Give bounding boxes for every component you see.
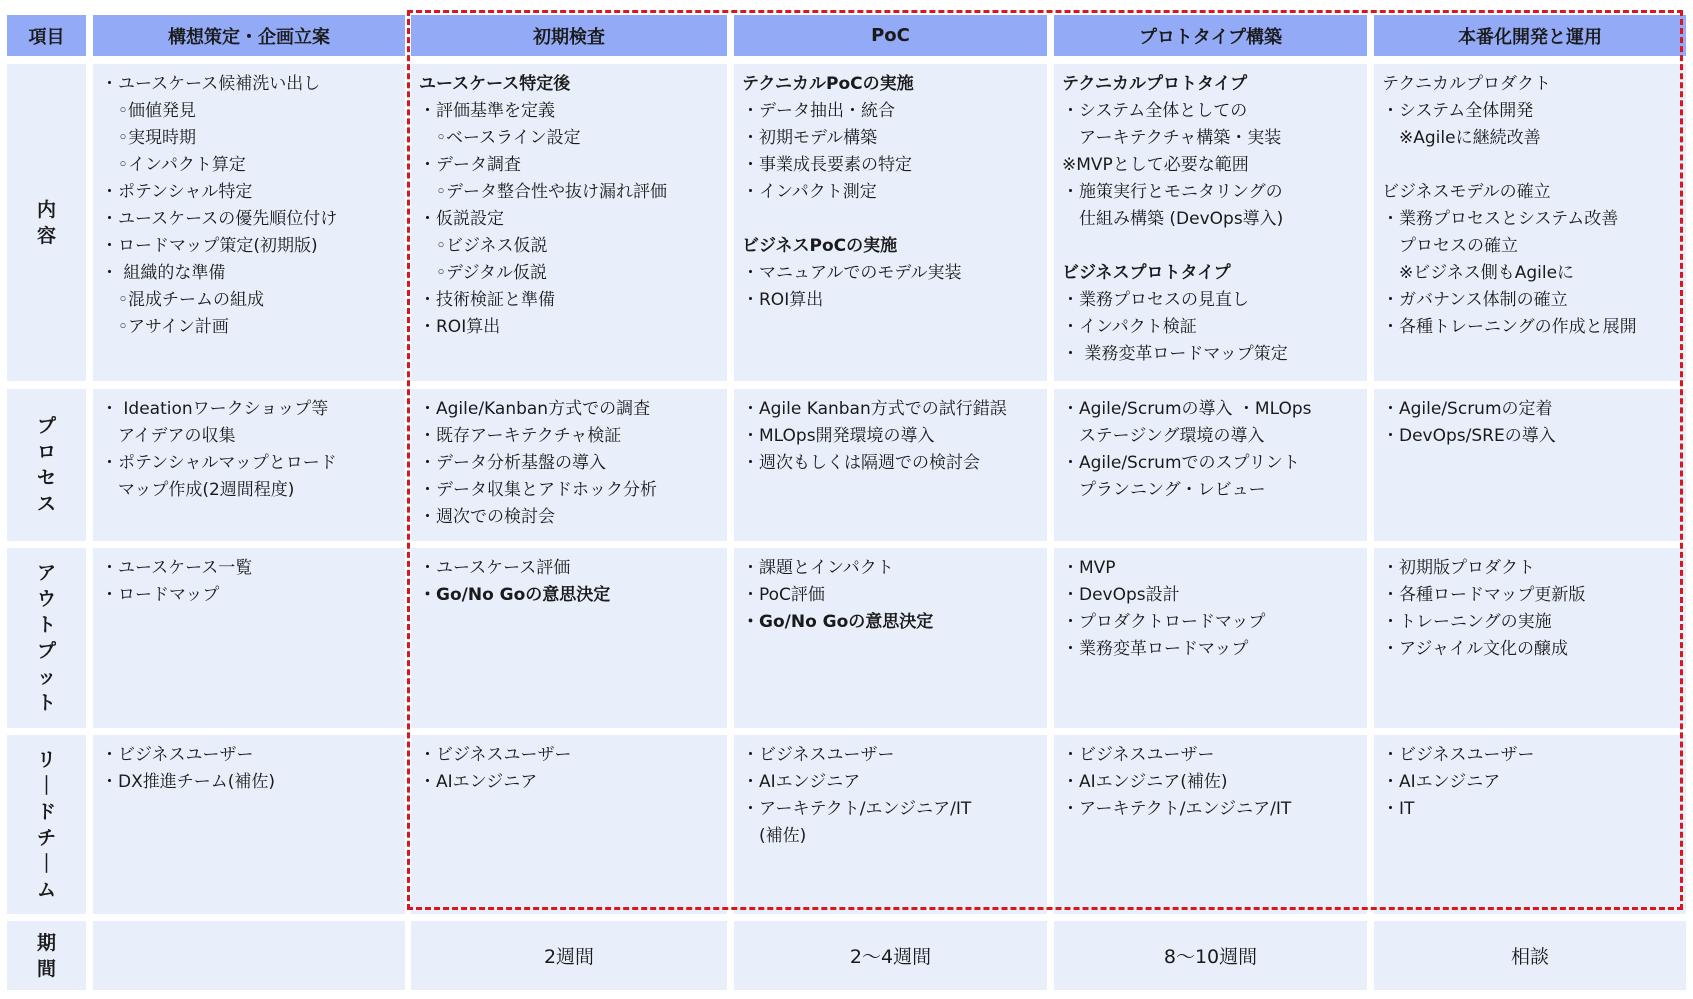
- cell-line: ・DX推進チーム(補佐): [101, 772, 276, 792]
- cell-output-2: [411, 548, 727, 728]
- header-label: 項目: [28, 26, 65, 48]
- row-label-char: セ: [36, 467, 56, 489]
- cell-line: ・データ抽出・統合: [742, 101, 895, 121]
- cell-line: ・ポテンシャル特定: [101, 182, 253, 202]
- cell-line: ・MLOps開発環境の導入: [742, 426, 935, 446]
- cell-line: ・インパクト検証: [1062, 317, 1197, 337]
- row-label-char: プ: [36, 640, 56, 662]
- cell-line: ・AIエンジニア: [1382, 772, 1501, 792]
- cell-process-3: [734, 389, 1047, 541]
- cell-line: ・ユースケースの優先順位付け: [101, 209, 338, 229]
- cell-line: ・システム全体としての: [1062, 101, 1248, 121]
- duration-value: 2週間: [543, 946, 595, 968]
- cell-line: ・トレーニングの実施: [1382, 612, 1552, 632]
- cell-content-3: [734, 64, 1047, 381]
- cell-line: ・IT: [1382, 799, 1415, 819]
- cell-content-4: [1054, 64, 1367, 381]
- duration-value: 8〜10週間: [1163, 946, 1258, 968]
- cell-line: ・Go/No Goの意思決定: [419, 585, 611, 605]
- cell-line: ・Agile Kanban方式での試行錯誤: [742, 399, 1007, 419]
- cell-content-5: [1374, 64, 1686, 381]
- cell-process-5: [1374, 389, 1686, 541]
- cell-line: ・アーキテクト/エンジニア/IT: [1062, 799, 1292, 819]
- cell-line: ・業務変革ロードマップ: [1062, 639, 1249, 659]
- cell-line: ・マニュアルでのモデル実装: [742, 263, 962, 283]
- cell-output-5: [1374, 548, 1686, 728]
- cell-line: ・ 組織的な準備: [101, 263, 226, 283]
- cell-line: ◦アサイン計画: [101, 317, 229, 337]
- duration-value: 相談: [1510, 946, 1549, 968]
- cell-line: ・データ収集とアドホック分析: [419, 480, 657, 500]
- row-label-char: 間: [36, 957, 56, 980]
- duration-cell-3: [734, 921, 1047, 990]
- row-label-char: ト: [36, 692, 56, 714]
- duration-cell-2: [411, 921, 727, 990]
- cell-line: ・ビジネスユーザー: [419, 745, 572, 765]
- cell-line: ステージング環境の導入: [1062, 426, 1265, 446]
- cell-line: ・DevOps/SREの導入: [1382, 426, 1556, 446]
- cell-team-4: [1054, 735, 1367, 914]
- cell-line: ・ビジネスユーザー: [1062, 745, 1215, 765]
- row-label-char: ス: [36, 493, 56, 515]
- cell-line: ・週次での検討会: [419, 507, 555, 527]
- row-label-char: 期: [36, 931, 56, 954]
- row-label-duration: [7, 921, 86, 990]
- cell-line: ・MVP: [1062, 558, 1116, 578]
- cell-line: ・DevOps設計: [1062, 585, 1180, 605]
- cell-content-1: [93, 64, 405, 381]
- cell-line: ・データ分析基盤の導入: [419, 453, 606, 473]
- row-label-team: [7, 735, 86, 914]
- cell-line: ・ユースケース評価: [419, 558, 571, 578]
- cell-line: ・Agile/Scrumの定着: [1382, 399, 1553, 419]
- cell-line: ・週次もしくは隔週での検討会: [742, 453, 980, 473]
- cell-line: ・ロードマップ策定(初期版): [101, 236, 318, 256]
- cell-line: ・ビジネスユーザー: [101, 745, 254, 765]
- row-label-char: ム: [36, 878, 56, 901]
- cell-line: ◦インパクト算定: [101, 155, 246, 175]
- cell-line: ・AIエンジニア(補佐): [1062, 772, 1228, 792]
- cell-line: テクニカルプロトタイプ: [1062, 74, 1248, 94]
- cell-process-2: [411, 389, 727, 541]
- cell-line: ・Agile/Scrumの導入 ・MLOps: [1062, 399, 1312, 419]
- row-label-char: リ: [36, 748, 56, 771]
- cell-line: ・施策実行とモニタリングの: [1062, 182, 1283, 202]
- cell-line: ・Agile/Scrumでのスプリント: [1062, 453, 1300, 473]
- duration-cell-1: [93, 921, 405, 990]
- row-label-char: ト: [36, 614, 56, 636]
- cell-line: ・Go/No Goの意思決定: [742, 612, 934, 632]
- cell-output-4: [1054, 548, 1367, 728]
- cell-line: プロセスの確立: [1382, 236, 1518, 256]
- cell-line: (補佐): [742, 826, 807, 846]
- cell-process-4: [1054, 389, 1367, 541]
- cell-line: ※MVPとして必要な範囲: [1062, 155, 1249, 175]
- cell-line: ・アジャイル文化の醸成: [1382, 639, 1568, 659]
- cell-line: ・データ調査: [419, 155, 521, 175]
- row-label-char: プ: [36, 415, 56, 437]
- row-label-char: ｜: [36, 774, 56, 797]
- cell-line: アイデアの収集: [101, 426, 236, 446]
- cell-line: ・業務プロセスの見直し: [1062, 290, 1249, 310]
- duration-cell-4: [1054, 921, 1367, 990]
- cell-line: ・初期版プロダクト: [1382, 558, 1535, 578]
- cell-line: ・ガバナンス体制の確立: [1382, 290, 1568, 310]
- cell-team-1: [93, 735, 405, 914]
- duration-value: 2〜4週間: [849, 946, 932, 968]
- cell-line: ・ロードマップ: [101, 585, 220, 605]
- cell-line: ユースケース特定後: [419, 74, 571, 94]
- row-label-char: ロ: [36, 441, 56, 463]
- cell-line: [1062, 233, 1359, 260]
- cell-line: ・AIエンジニア: [419, 772, 538, 792]
- cell-line: ・ユースケース一覧: [101, 558, 253, 578]
- cell-line: ◦混成チームの組成: [101, 290, 265, 310]
- cell-line: [1382, 152, 1678, 179]
- cell-team-2: [411, 735, 727, 914]
- cell-line: 仕組み構築 (DevOps導入): [1062, 209, 1284, 229]
- cell-line: ・ユースケース候補洗い出し: [101, 74, 321, 94]
- cell-line: ・システム全体開発: [1382, 101, 1534, 121]
- row-label-char: ｜: [36, 852, 56, 875]
- cell-line: ・初期モデル構築: [742, 128, 878, 148]
- cell-line: テクニカルPoCの実施: [742, 74, 914, 94]
- cell-line: ◦ビジネス仮説: [419, 236, 548, 256]
- cell-line: ◦ベースライン設定: [419, 128, 581, 148]
- cell-line: ・ROI算出: [742, 290, 824, 310]
- cell-line: プランニング・レビュー: [1062, 480, 1266, 500]
- cell-process-1: [93, 389, 405, 541]
- row-label-char: ア: [36, 562, 56, 584]
- cell-line: ・ビジネスユーザー: [742, 745, 895, 765]
- cell-line: ・ポテンシャルマップとロード: [101, 453, 337, 473]
- cell-line: ・ROI算出: [419, 317, 501, 337]
- cell-line: ・ビジネスユーザー: [1382, 745, 1535, 765]
- cell-line: [742, 206, 1039, 233]
- cell-line: ・課題とインパクト: [742, 558, 894, 578]
- cell-line: アーキテクチャ構築・実装: [1062, 128, 1282, 148]
- cell-line: ◦実現時期: [101, 128, 197, 148]
- header-3: [734, 15, 1047, 56]
- header-label: プロトタイプ構築: [1138, 26, 1283, 48]
- cell-line: ・Agile/Kanban方式での調査: [419, 399, 651, 419]
- cell-line: ・プロダクトロードマップ: [1062, 612, 1266, 632]
- row-label-char: ウ: [36, 588, 56, 610]
- row-label-char: ッ: [36, 666, 56, 688]
- cell-output-3: [734, 548, 1047, 728]
- cell-line: ・各種トレーニングの作成と展開: [1382, 317, 1637, 337]
- cell-line: ・仮説設定: [419, 209, 504, 229]
- row-label-output: [7, 548, 86, 728]
- header-label: PoC: [871, 25, 910, 46]
- cell-line: ・AIエンジニア: [742, 772, 861, 792]
- cell-line: ◦デジタル仮説: [419, 263, 548, 283]
- row-label-char: 内: [36, 198, 56, 221]
- cell-line: ビジネスPoCの実施: [742, 236, 898, 256]
- cell-line: ※Agileに継続改善: [1382, 128, 1541, 148]
- cell-line: ・事業成長要素の特定: [742, 155, 912, 175]
- cell-line: ・ Ideationワークショップ等: [101, 399, 329, 419]
- header-label: 本番化開発と運用: [1458, 26, 1602, 48]
- cell-line: ◦データ整合性や抜け漏れ評価: [419, 182, 668, 202]
- header-label: 構想策定・企画立案: [168, 26, 330, 48]
- cell-line: ◦価値発見: [101, 101, 197, 121]
- cell-line: ビジネスモデルの確立: [1382, 182, 1551, 202]
- header-2: [411, 15, 727, 56]
- cell-line: ・ 業務変革ロードマップ策定: [1062, 344, 1288, 364]
- cell-line: テクニカルプロダクト: [1382, 74, 1551, 94]
- row-label-process: [7, 389, 86, 541]
- header-0: [7, 15, 86, 56]
- cell-content-2: [411, 64, 727, 381]
- header-5: [1374, 15, 1686, 56]
- row-label-char: チ: [36, 826, 56, 849]
- cell-line: ・インパクト測定: [742, 182, 877, 202]
- header-label: 初期検査: [533, 26, 605, 48]
- row-label-char: ド: [36, 800, 56, 823]
- cell-line: ・評価基準を定義: [419, 101, 555, 121]
- cell-team-3: [734, 735, 1047, 914]
- cell-line: ビジネスプロトタイプ: [1062, 263, 1231, 283]
- cell-line: ・業務プロセスとシステム改善: [1382, 209, 1619, 229]
- row-label-content: [7, 64, 86, 381]
- cell-team-5: [1374, 735, 1686, 914]
- cell-line: ・既存アーキテクチャ検証: [419, 426, 622, 446]
- duration-cell-5: [1374, 921, 1686, 990]
- cell-line: ・各種ロードマップ更新版: [1382, 585, 1586, 605]
- cell-line: ※ビジネス側もAgileに: [1382, 263, 1575, 283]
- cell-line: ・アーキテクト/エンジニア/IT: [742, 799, 972, 819]
- cell-line: マップ作成(2週間程度): [101, 480, 295, 500]
- cell-output-1: [93, 548, 405, 728]
- cell-line: ・PoC評価: [742, 585, 825, 605]
- row-label-char: 容: [36, 224, 56, 247]
- header-1: [93, 15, 405, 56]
- header-4: [1054, 15, 1367, 56]
- cell-line: ・技術検証と準備: [419, 290, 555, 310]
